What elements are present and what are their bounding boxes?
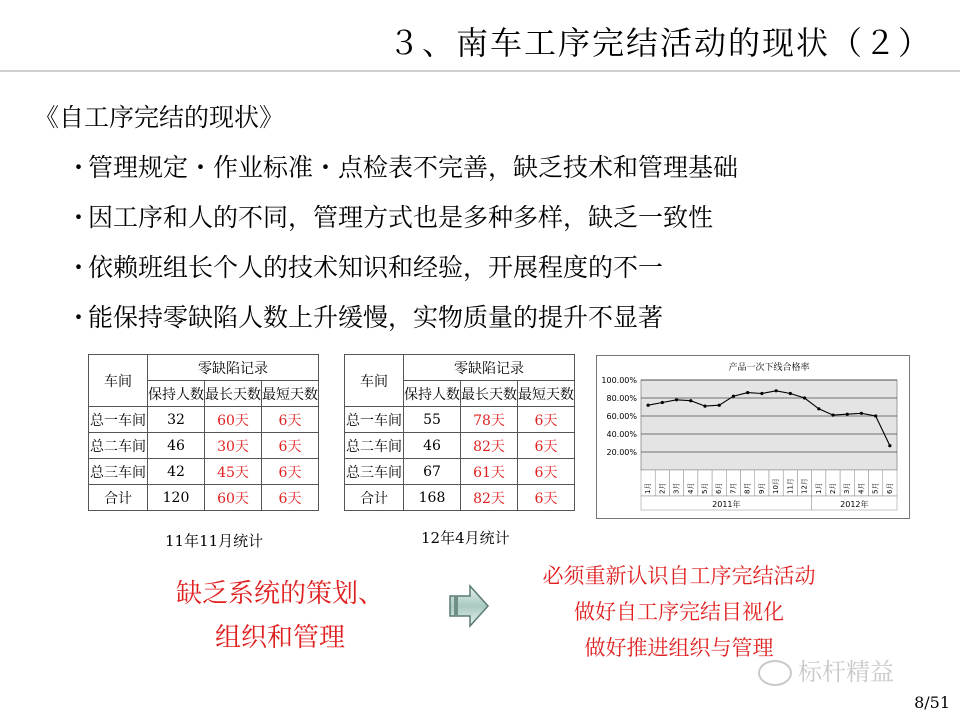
must-line: 做好自工序完结目视化 <box>574 600 784 624</box>
wechat-icon <box>758 660 792 686</box>
pass-rate-chart <box>596 355 910 519</box>
table-row <box>89 433 319 459</box>
bullet-dot: ・ <box>66 153 92 182</box>
x-tick-label: 12月 <box>800 478 809 494</box>
data-point <box>746 391 749 394</box>
x-tick-label: 11月 <box>786 478 795 494</box>
table-cell: 82天 <box>461 433 518 459</box>
lack-line: 组织和管理 <box>214 623 345 653</box>
data-point <box>760 392 763 395</box>
y-tick-label: 20.00% <box>606 448 637 457</box>
y-tick-label: 60.00% <box>606 412 637 421</box>
y-tick-label: 40.00% <box>606 430 637 439</box>
zero-defect-table-2012 <box>344 354 575 511</box>
x-tick-label: 6月 <box>885 482 894 494</box>
lack-statement <box>150 572 410 660</box>
table-cell: 合计 <box>345 485 404 511</box>
table-header: 保持人数 <box>148 381 205 407</box>
watermark <box>758 652 894 687</box>
table-cell: 6天 <box>262 459 319 485</box>
x-tick-label: 3月 <box>843 482 852 494</box>
table-header: 最短天数 <box>518 381 575 407</box>
table-cell: 总一车间 <box>89 407 148 433</box>
table-cell: 55 <box>404 407 461 433</box>
x-tick-label: 1月 <box>644 482 653 494</box>
bullet-text: 因工序和人的不同，管理方式也是多种多样，缺乏一致性 <box>88 203 714 232</box>
table-cell: 6天 <box>518 459 575 485</box>
bullet-dot: ・ <box>66 303 92 332</box>
table-header: 最短天数 <box>262 381 319 407</box>
table-cell: 46 <box>404 433 461 459</box>
bullet-text: 能保持零缺陷人数上升缓慢，实物质量的提升不显著 <box>88 303 664 332</box>
table-row <box>345 407 575 433</box>
table-row <box>345 433 575 459</box>
table-cell: 6天 <box>518 407 575 433</box>
table-cell: 总二车间 <box>345 433 404 459</box>
table-cell: 60天 <box>205 407 262 433</box>
x-tick-label: 9月 <box>757 482 766 494</box>
watermark-text: 标杆精益 <box>798 658 894 686</box>
table-caption: 12年4月统计 <box>421 529 510 547</box>
plot-area <box>641 380 897 470</box>
data-point <box>689 399 692 402</box>
table-cell: 32 <box>148 407 205 433</box>
table-cell: 总三车间 <box>89 459 148 485</box>
page-title: ３、南车工序完结活动的现状（２） <box>387 24 932 62</box>
x-tick-label: 3月 <box>672 482 681 494</box>
x-tick-label: 7月 <box>729 482 738 494</box>
x-tick-label: 2月 <box>658 482 667 494</box>
table-cell: 46 <box>148 433 205 459</box>
table-cell: 120 <box>148 485 205 511</box>
x-tick-label: 10月 <box>772 478 781 494</box>
bullet-item <box>66 248 663 284</box>
table-cell: 61天 <box>461 459 518 485</box>
must-statement <box>484 558 874 666</box>
x-tick-label: 2月 <box>829 482 837 494</box>
data-point <box>789 392 792 395</box>
x-tick-label: 6月 <box>715 482 724 494</box>
lack-line: 缺乏系统的策划、 <box>175 579 384 609</box>
table-cell: 42 <box>148 459 205 485</box>
table-cell: 总三车间 <box>345 459 404 485</box>
year-label: 2012年 <box>840 500 869 509</box>
bullet-item <box>66 198 713 234</box>
table-cell: 6天 <box>518 485 575 511</box>
data-point <box>675 398 678 401</box>
table-cell: 总二车间 <box>89 433 148 459</box>
chart-title: 产品一次下线合格率 <box>728 363 810 373</box>
x-tick-label: 5月 <box>701 482 709 494</box>
year-label: 2011年 <box>712 500 741 509</box>
table-cell: 6天 <box>262 433 319 459</box>
x-tick-label: 5月 <box>871 482 880 494</box>
table-cell: 30天 <box>205 433 262 459</box>
data-point <box>718 404 721 407</box>
x-tick-label: 8月 <box>743 482 752 494</box>
bullet-dot: ・ <box>66 253 92 282</box>
table-header-workshop: 车间 <box>89 355 148 407</box>
data-point <box>888 444 891 447</box>
bullet-dot: ・ <box>66 203 92 232</box>
bullet-text: 管理规定・作业标准・点检表不完善，缺乏技术和管理基础 <box>88 153 739 182</box>
data-point <box>732 395 735 398</box>
table-group-header: 零缺陷记录 <box>148 355 319 381</box>
table-cell: 总一车间 <box>345 407 404 433</box>
bullet-text: 依赖班组长个人的技术知识和经验，开展程度的不一 <box>88 253 664 282</box>
table-cell: 6天 <box>262 407 319 433</box>
data-point <box>874 414 877 417</box>
x-tick-label: 4月 <box>857 482 866 494</box>
data-point <box>703 405 706 408</box>
data-point <box>647 404 650 407</box>
data-point <box>860 412 863 415</box>
table-header: 保持人数 <box>404 381 461 407</box>
table-cell: 合计 <box>89 485 148 511</box>
must-line: 必须重新认识自工序完结活动 <box>542 564 816 588</box>
title-divider <box>0 70 960 72</box>
y-tick-label: 100.00% <box>601 376 637 385</box>
table-row <box>89 407 319 433</box>
table-cell: 168 <box>404 485 461 511</box>
table-cell: 60天 <box>205 485 262 511</box>
table-cell: 45天 <box>205 459 262 485</box>
y-tick-label: 80.00% <box>606 394 637 403</box>
x-tick-label: 1月 <box>814 482 823 494</box>
section-heading: 《自工序完结的现状》 <box>34 103 285 132</box>
bullet-item <box>66 298 663 334</box>
data-point <box>846 413 849 416</box>
zero-defect-table-2011 <box>88 354 319 511</box>
data-point <box>775 389 778 392</box>
table-cell: 78天 <box>461 407 518 433</box>
table-header: 最长天数 <box>461 381 518 407</box>
x-tick-label: 4月 <box>686 482 695 494</box>
chart-canvas <box>597 356 909 518</box>
table-row <box>89 485 319 511</box>
table-cell: 82天 <box>461 485 518 511</box>
table-caption: 11年11月统计 <box>165 532 264 550</box>
page-number: 8/51 <box>914 693 950 712</box>
bullet-item <box>66 148 738 184</box>
table-row <box>345 485 575 511</box>
table-header-workshop: 车间 <box>345 355 404 407</box>
table-row <box>345 459 575 485</box>
data-point <box>817 407 820 410</box>
data-point <box>803 396 806 399</box>
table-cell: 6天 <box>518 433 575 459</box>
table-group-header: 零缺陷记录 <box>404 355 575 381</box>
table-cell: 6天 <box>262 485 319 511</box>
table-cell: 67 <box>404 459 461 485</box>
table-header: 最长天数 <box>205 381 262 407</box>
table-row <box>89 459 319 485</box>
must-line: 做好推进组织与管理 <box>584 636 774 660</box>
data-point <box>661 401 664 404</box>
data-point <box>831 414 834 417</box>
